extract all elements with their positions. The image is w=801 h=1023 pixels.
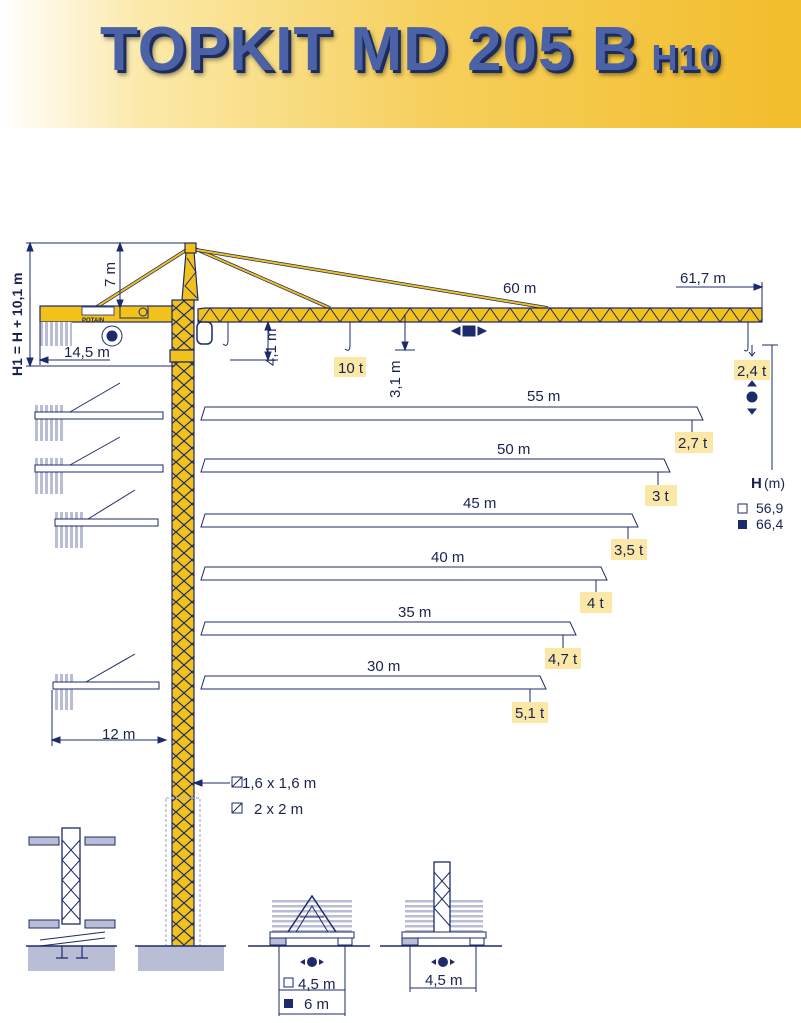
config-length-5: 35 m bbox=[398, 604, 432, 621]
mast-section-b: 2 x 2 m bbox=[254, 801, 304, 818]
drop-b-label: 3,1 m bbox=[387, 360, 404, 398]
config-length-2: 50 m bbox=[497, 441, 531, 458]
title-main: TOPKIT MD 205 B bbox=[100, 15, 638, 84]
config-length-4: 40 m bbox=[431, 549, 465, 566]
base-a-value-2: 6 m bbox=[304, 996, 330, 1013]
height-value-b: 66,4 bbox=[756, 516, 784, 532]
config-length-3: 45 m bbox=[463, 495, 497, 512]
height-legend bbox=[738, 475, 785, 532]
config-length-1: 55 m bbox=[527, 388, 561, 405]
tip-load-label: 2,4 t bbox=[737, 363, 767, 380]
height-value-a: 56,9 bbox=[756, 500, 784, 516]
config-length-6: 30 m bbox=[367, 658, 401, 675]
tower-head-label: 7 m bbox=[102, 261, 119, 287]
foundation-anchors bbox=[26, 828, 226, 971]
config-45 bbox=[201, 495, 647, 560]
base-b bbox=[380, 862, 502, 992]
config-load-2: 3 t bbox=[652, 488, 669, 505]
max-length-label: 60 m bbox=[503, 280, 537, 297]
config-load-5: 4,7 t bbox=[548, 651, 578, 668]
counter-jib-label: 14,5 m bbox=[64, 344, 110, 361]
config-load-1: 2,7 t bbox=[678, 435, 708, 452]
base-a-value-1: 4,5 m bbox=[298, 976, 336, 993]
config-55 bbox=[201, 388, 713, 453]
counterweight-stack bbox=[40, 322, 72, 346]
config-load-6: 5,1 t bbox=[515, 705, 545, 722]
drop-a-label: 4,1 m bbox=[263, 328, 280, 366]
config-load-3: 3,5 t bbox=[614, 542, 644, 559]
config-30 bbox=[201, 658, 548, 723]
total-length-label: 61,7 m bbox=[680, 270, 726, 287]
brand-label: POTAIN bbox=[82, 318, 105, 324]
title-subtitle: H10 bbox=[651, 37, 721, 78]
base-a bbox=[248, 896, 370, 1016]
main-crane bbox=[40, 243, 762, 947]
max-load-label: 10 t bbox=[338, 360, 364, 377]
counter-jib-variants bbox=[35, 383, 163, 710]
height-legend-unit: (m) bbox=[764, 475, 785, 491]
base-b-value: 4,5 m bbox=[425, 972, 463, 989]
height-legend-label: H bbox=[751, 475, 762, 492]
height-formula-label: H1 = H + 10,1 m bbox=[9, 272, 25, 376]
min-jib-label: 12 m bbox=[102, 726, 136, 743]
crane-mast bbox=[172, 362, 194, 947]
config-50 bbox=[201, 441, 677, 506]
config-load-4: 4 t bbox=[587, 595, 604, 612]
mast-section-a: 1,6 x 1,6 m bbox=[242, 775, 317, 792]
